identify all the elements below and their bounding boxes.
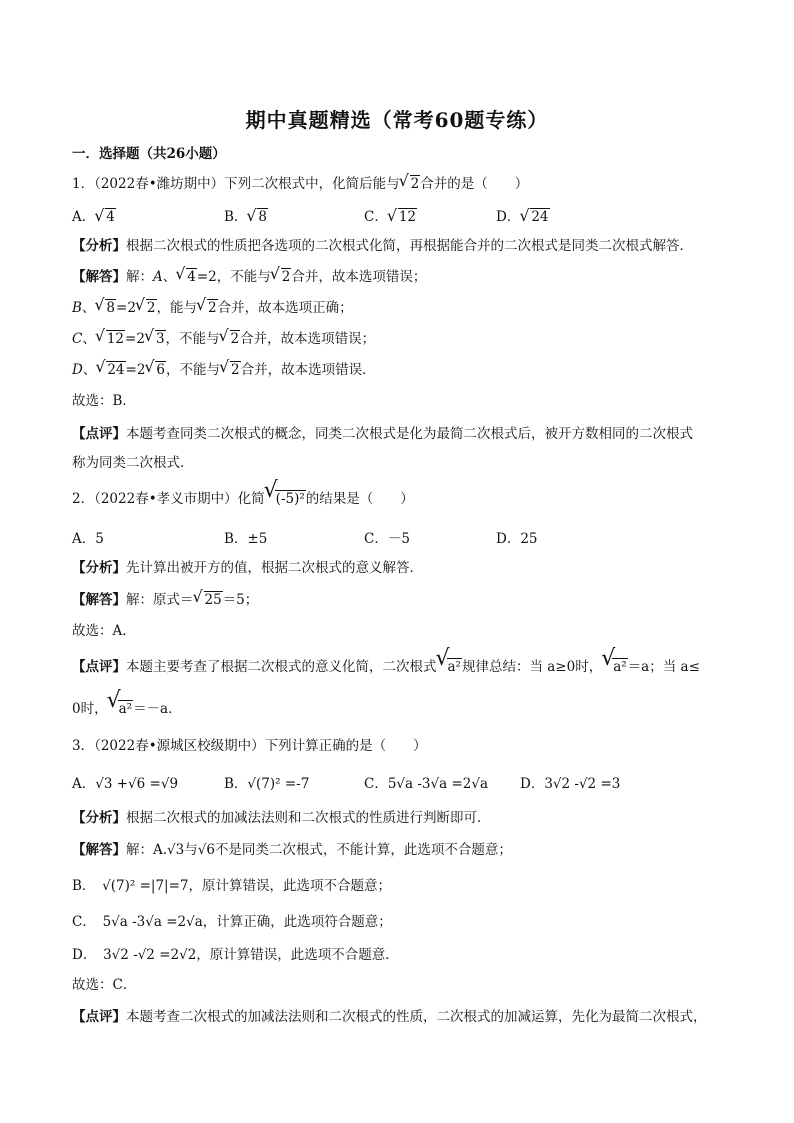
page-title: 期中真题精选（常考60题专练） bbox=[245, 108, 549, 132]
q3-answer-c: C． 5√a -3√a =2√a，计算正确，此选项符合题意； bbox=[72, 914, 392, 930]
q1-option-a: A．√ 4 bbox=[72, 205, 116, 225]
q3-option-a: A．√3 +√6 =√9 bbox=[72, 776, 179, 792]
q3-answer-d: D． 3√2 -√2 =2√2，原计算错误，此选项不合题意． bbox=[72, 947, 399, 963]
q2-answer: 【解答】解：原式＝√ 25＝5； bbox=[72, 590, 734, 610]
q2-stem: 2．（2022春•孝义市期中）化简√ (-5)²的结果是（ ） bbox=[72, 489, 734, 509]
q2-analysis: 【分析】先计算出被开方的值，根据二次根式的意义解答． bbox=[72, 560, 423, 576]
sqrt-symbol: √ 2 bbox=[401, 174, 421, 194]
q1-option-c: C．√ 12 bbox=[364, 205, 417, 225]
q1-stem: 1．（2022春•潍坊期中）下列二次根式中，化简后能与√ 2合并的是（ ） bbox=[72, 174, 734, 194]
q1-answer-b: B、√ 8=2√ 2，能与√ 2合并，故本选项正确； bbox=[72, 298, 734, 318]
q3-option-d: D．3√2 -√2 =3 bbox=[520, 776, 621, 792]
q2-comment-cont: 0时，√ a²＝－a． bbox=[72, 699, 734, 719]
q1-option-b: B．√ 8 bbox=[224, 205, 268, 225]
q1-option-d: D．√ 24 bbox=[496, 205, 550, 225]
q2-option-a: A．5 bbox=[72, 531, 104, 547]
q2-option-b: B．±5 bbox=[224, 531, 268, 547]
q2-comment: 【点评】本题主要考查了根据二次根式的意义化简，二次根式√ a²规律总结：当 a≥0时，√ a²＝a；当 a≤ bbox=[72, 657, 734, 677]
q1-answer-d: D、√ 24=2√ 6，不能与√ 2合并，故本选项错误． bbox=[72, 360, 734, 380]
q1-answer-c: C、√ 12=2√ 3，不能与√ 2合并，故本选项错误； bbox=[72, 329, 734, 349]
q3-stem: 3．（2022春•源城区校级期中）下列计算正确的是（ ） bbox=[72, 738, 427, 754]
q1-analysis: 【分析】根据二次根式的性质把各选项的二次根式化简，再根据能合并的二次根式是同类二次根式解答． bbox=[72, 238, 693, 254]
q1-answer-a: 【解答】解：A、√ 4=2，不能与√ 2合并，故本选项错误； bbox=[72, 267, 734, 287]
q2-option-c: C．－5 bbox=[364, 531, 410, 547]
q1-comment-cont: 称为同类二次根式． bbox=[72, 455, 194, 471]
q2-choice: 故选：A． bbox=[72, 623, 136, 639]
q2-option-d: D．25 bbox=[496, 531, 538, 547]
q1-choice: 故选：B． bbox=[72, 393, 136, 409]
q3-choice: 故选：C． bbox=[72, 977, 137, 993]
section-heading: 一．选择题（共26小题） bbox=[72, 146, 226, 162]
q3-comment: 【点评】本题考查二次根式的加减法法则和二次根式的性质，二次根式的加减运算，先化为最简二次根式， bbox=[72, 1009, 707, 1025]
q3-answer-b: B． √(7)² =|7|=7，原计算错误，此选项不合题意； bbox=[72, 878, 391, 894]
q1-comment: 【点评】本题考查同类二次根式的概念，同类二次根式是化为最简二次根式后，被开方数相同的二次根式 bbox=[72, 426, 693, 442]
q3-option-b: B．√(7)² =-7 bbox=[224, 776, 310, 792]
q3-analysis: 【分析】根据二次根式的加减法法则和二次根式的性质进行判断即可． bbox=[72, 810, 491, 826]
q3-option-c: C．5√a -3√a =2√a bbox=[364, 776, 489, 792]
q3-answer: 【解答】解：A.√3与√6不是同类二次根式，不能计算，此选项不合题意； bbox=[72, 842, 512, 858]
